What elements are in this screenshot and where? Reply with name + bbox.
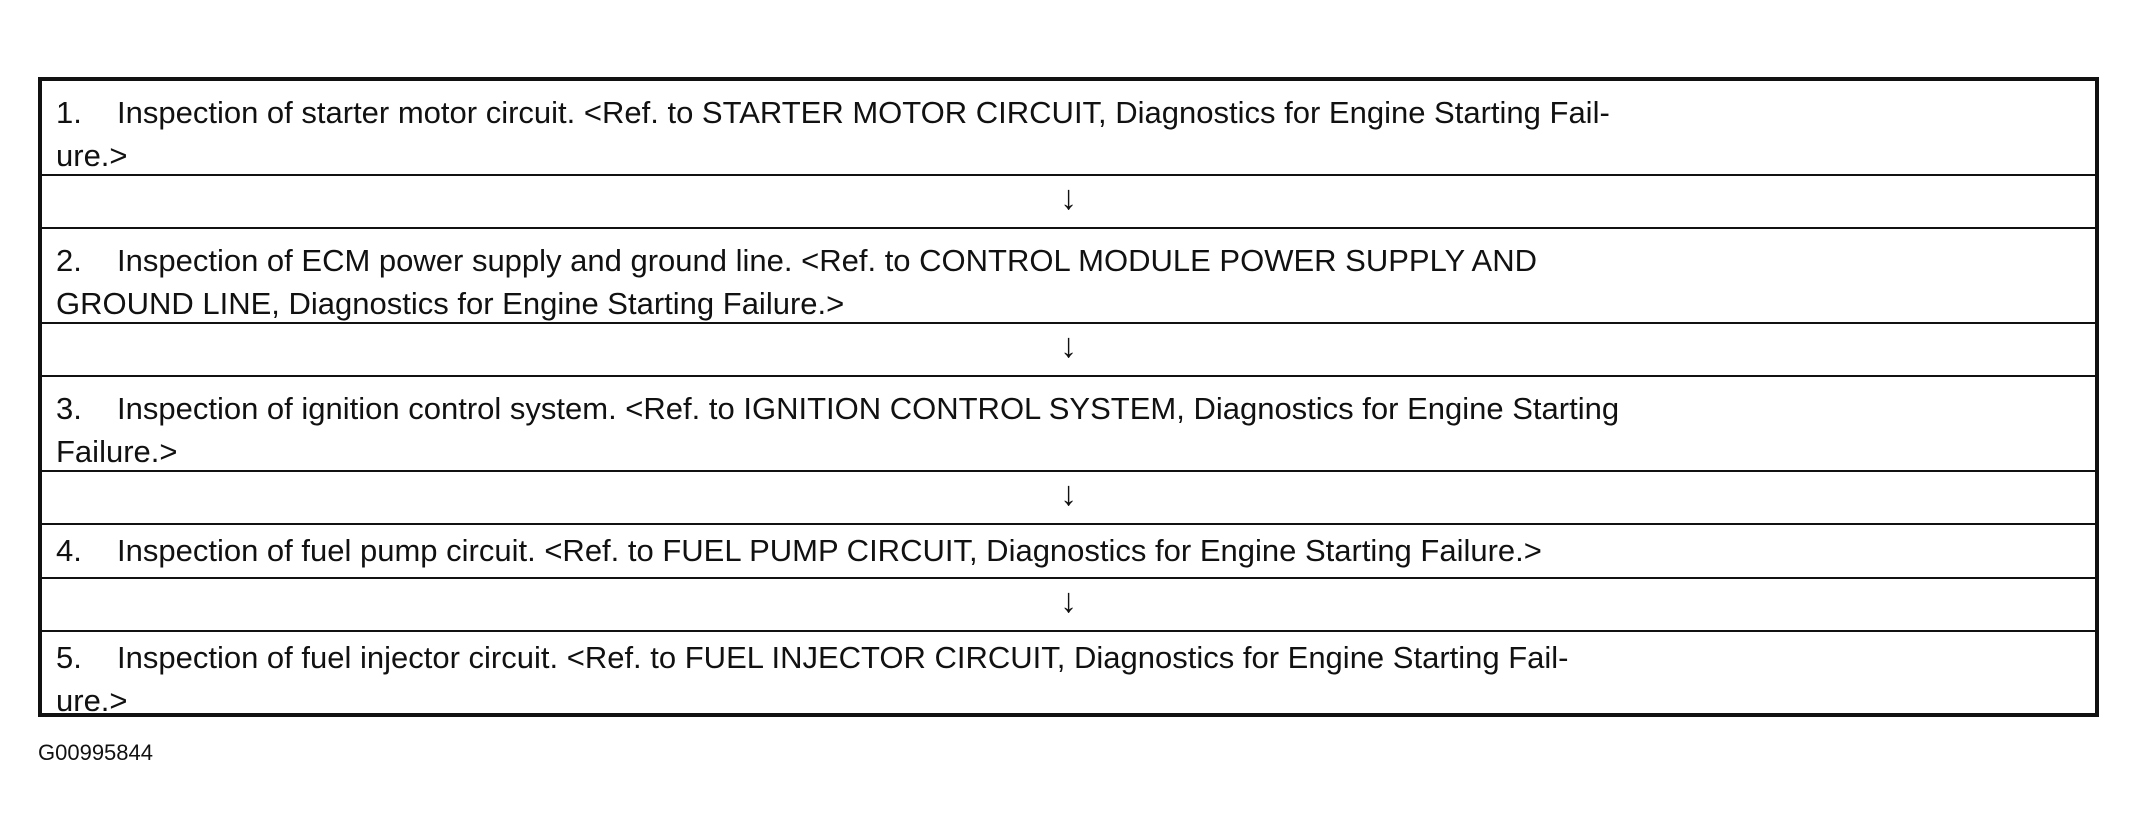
step-2-continuation: GROUND LINE, Diagnostics for Engine Starting Failure.> [56,286,845,321]
step-1-continuation: ure.> [56,138,128,173]
step-3 [42,377,2095,470]
step-4-number: 4. [56,533,82,568]
step-3-line-1 [56,387,2081,430]
step-2 [42,229,2095,322]
step-5-continuation: ure.> [56,683,128,718]
step-1-number: 1. [56,95,82,130]
step-2-text: Inspection of ECM power supply and ground line. <Ref. to CONTROL MODULE POWER SUPPLY AND [117,243,1537,278]
step-2-number: 2. [56,243,82,278]
step-5-text: Inspection of fuel injector circuit. <Ref. to FUEL INJECTOR CIRCUIT, Diagnostics for Engine Starting Fail- [117,640,1569,675]
step-1-line-1 [56,91,2081,134]
step-1-text: Inspection of starter motor circuit. <Ref. to STARTER MOTOR CIRCUIT, Diagnostics for Engine Starting Fail- [117,95,1610,130]
flowchart-box [38,77,2099,717]
step-3-text: Inspection of ignition control system. <Ref. to IGNITION CONTROL SYSTEM, Diagnostics for Engine Starting [117,391,1620,426]
arrow-down-icon: ↓ [1060,475,1077,513]
step-1 [42,81,2095,174]
step-4-line-1 [56,529,2081,572]
arrow-down-icon: ↓ [1060,327,1077,365]
step-2-line-1 [56,239,2081,282]
arrow-down-icon: ↓ [1060,179,1077,217]
step-4-text: Inspection of fuel pump circuit. <Ref. to FUEL PUMP CIRCUIT, Diagnostics for Engine Starting Failure.> [117,533,1542,568]
figure-id: G00995844 [38,740,153,765]
step-5-line-1 [56,636,2081,679]
step-5-number: 5. [56,640,82,675]
step-5 [42,632,2095,718]
step-3-number: 3. [56,391,82,426]
step-4 [42,525,2095,577]
step-3-continuation: Failure.> [56,434,178,469]
arrow-down-icon: ↓ [1060,582,1077,620]
